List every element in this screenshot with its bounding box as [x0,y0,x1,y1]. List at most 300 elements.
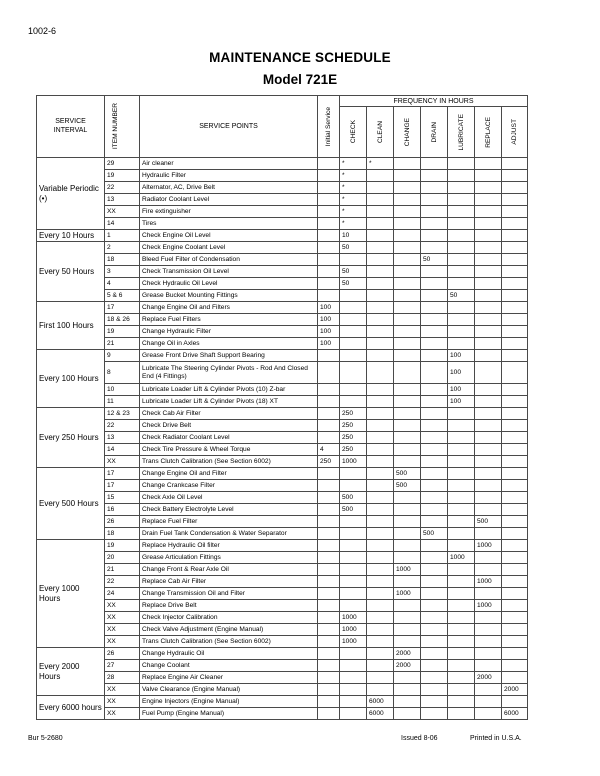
change-cell [394,516,421,528]
drain-cell [421,326,448,338]
adjust-cell [502,350,528,362]
lubricate-cell [448,540,475,552]
service-point-cell: Replace Drive Belt [140,600,318,612]
drain-cell: 50 [421,254,448,266]
check-cell [340,588,367,600]
change-cell [394,338,421,350]
lubricate-cell [448,672,475,684]
item-number-cell: XX [105,708,140,720]
item-number-cell: 13 [105,194,140,206]
table-row [37,684,528,696]
service-point-cell: Grease Articulation Fittings [140,552,318,564]
lubricate-cell [448,588,475,600]
item-number-cell: 17 [105,480,140,492]
lubricate-cell: 100 [448,362,475,384]
col-item-number: ITEM NUMBER [105,96,140,158]
service-point-cell: Replace Fuel Filters [140,314,318,326]
table-row [37,420,528,432]
replace-cell [475,194,502,206]
adjust-cell [502,158,528,170]
item-number-cell: XX [105,696,140,708]
change-cell [394,636,421,648]
adjust-cell [502,408,528,420]
clean-cell [367,384,394,396]
item-number-cell: 3 [105,266,140,278]
check-cell [340,254,367,266]
change-cell: 1000 [394,564,421,576]
replace-cell [475,432,502,444]
drain-cell [421,230,448,242]
col-replace: REPLACE [475,107,502,158]
initial-service-cell [318,636,340,648]
clean-cell [367,242,394,254]
service-point-cell: Replace Cab Air Filter [140,576,318,588]
col-change: CHANGE [394,107,421,158]
service-point-cell: Change Transmission Oil and Filter [140,588,318,600]
table-row [37,576,528,588]
adjust-cell [502,278,528,290]
item-number-cell: 18 [105,528,140,540]
initial-service-cell [318,708,340,720]
adjust-cell [502,420,528,432]
service-point-cell: Air cleaner [140,158,318,170]
table-row [37,314,528,326]
clean-cell [367,182,394,194]
table-row [37,338,528,350]
clean-cell [367,290,394,302]
footer-printed: Printed in U.S.A. [470,735,522,742]
lubricate-cell [448,266,475,278]
initial-service-cell [318,206,340,218]
drain-cell [421,350,448,362]
col-clean: CLEAN [367,107,394,158]
clean-cell [367,350,394,362]
lubricate-cell [448,206,475,218]
item-number-cell: 14 [105,444,140,456]
service-point-cell: Grease Bucket Mounting Fittings [140,290,318,302]
table-row [37,432,528,444]
drain-cell [421,396,448,408]
initial-service-cell: 100 [318,326,340,338]
drain-cell: 500 [421,528,448,540]
service-point-cell: Check Cab Air Filter [140,408,318,420]
lubricate-cell [448,170,475,182]
change-cell [394,350,421,362]
item-number-cell: 18 & 26 [105,314,140,326]
service-interval-cell: Every 250 Hours [37,408,105,468]
replace-cell [475,648,502,660]
check-cell [340,648,367,660]
table-row [37,480,528,492]
drain-cell [421,576,448,588]
check-cell [340,314,367,326]
change-cell [394,624,421,636]
check-cell [340,362,367,384]
check-cell [340,708,367,720]
adjust-cell [502,600,528,612]
drain-cell [421,384,448,396]
initial-service-cell [318,384,340,396]
page-number: 1002-6 [28,26,57,36]
lubricate-cell [448,600,475,612]
drain-cell [421,696,448,708]
adjust-cell [502,612,528,624]
service-point-cell: Check Injector Calibration [140,612,318,624]
drain-cell [421,492,448,504]
lubricate-cell [448,624,475,636]
change-cell [394,540,421,552]
table-row [37,636,528,648]
check-cell: 10 [340,230,367,242]
lubricate-cell [448,194,475,206]
initial-service-cell [318,182,340,194]
clean-cell [367,206,394,218]
col-lubricate: LUBRICATE [448,107,475,158]
replace-cell [475,170,502,182]
adjust-cell [502,468,528,480]
initial-service-cell [318,278,340,290]
drain-cell [421,684,448,696]
replace-cell [475,468,502,480]
service-point-cell: Check Valve Adjustment (Engine Manual) [140,624,318,636]
change-cell [394,218,421,230]
drain-cell [421,660,448,672]
clean-cell [367,636,394,648]
initial-service-cell [318,480,340,492]
drain-cell [421,468,448,480]
adjust-cell [502,576,528,588]
service-point-cell: Valve Clearance (Engine Manual) [140,684,318,696]
initial-service-cell [318,648,340,660]
drain-cell [421,444,448,456]
item-number-cell: XX [105,600,140,612]
table-row [37,672,528,684]
replace-cell [475,158,502,170]
change-cell [394,290,421,302]
initial-service-cell [318,170,340,182]
check-cell: 250 [340,408,367,420]
clean-cell [367,194,394,206]
replace-cell: 1000 [475,576,502,588]
initial-service-cell [318,552,340,564]
maintenance-schedule-table [36,95,528,720]
drain-cell [421,612,448,624]
item-number-cell: 26 [105,516,140,528]
change-cell [394,314,421,326]
lubricate-cell [448,612,475,624]
check-cell: 250 [340,420,367,432]
replace-cell [475,492,502,504]
check-cell: 1000 [340,456,367,468]
initial-service-cell [318,612,340,624]
drain-cell [421,552,448,564]
service-point-cell: Fire extinguisher [140,206,318,218]
replace-cell [475,396,502,408]
adjust-cell [502,338,528,350]
clean-cell [367,468,394,480]
initial-service-cell [318,350,340,362]
table-row [37,350,528,362]
item-number-cell: 14 [105,218,140,230]
replace-cell [475,218,502,230]
replace-cell [475,504,502,516]
lubricate-cell [448,302,475,314]
lubricate-cell [448,684,475,696]
table-row [37,528,528,540]
adjust-cell [502,648,528,660]
adjust-cell [502,516,528,528]
change-cell [394,362,421,384]
change-cell [394,504,421,516]
item-number-cell: XX [105,456,140,468]
clean-cell [367,612,394,624]
item-number-cell: 29 [105,158,140,170]
drain-cell [421,540,448,552]
adjust-cell [502,624,528,636]
initial-service-cell [318,576,340,588]
adjust-cell [502,672,528,684]
drain-cell [421,278,448,290]
item-number-cell: 13 [105,432,140,444]
service-point-cell: Check Drive Belt [140,420,318,432]
replace-cell [475,552,502,564]
lubricate-cell [448,648,475,660]
service-point-cell: Grease Front Drive Shaft Support Bearing [140,350,318,362]
initial-service-cell: 250 [318,456,340,468]
table-row [37,242,528,254]
replace-cell [475,278,502,290]
change-cell [394,242,421,254]
service-point-cell: Lubricate The Steering Cylinder Pivots - Rod And Closed End (4 Fittings) [140,362,318,384]
initial-service-cell [318,684,340,696]
service-point-cell: Check Engine Oil Level [140,230,318,242]
table-row [37,384,528,396]
table-row [37,612,528,624]
replace-cell [475,444,502,456]
table-row [37,444,528,456]
drain-cell [421,314,448,326]
lubricate-cell [448,254,475,266]
change-cell [394,396,421,408]
clean-cell [367,302,394,314]
lubricate-cell: 100 [448,384,475,396]
item-number-cell: XX [105,624,140,636]
table-row [37,696,528,708]
clean-cell [367,230,394,242]
item-number-cell: 27 [105,660,140,672]
schedule-body [37,158,528,720]
replace-cell [475,456,502,468]
drain-cell [421,708,448,720]
table-row [37,254,528,266]
adjust-cell [502,242,528,254]
item-number-cell: 1 [105,230,140,242]
change-cell [394,206,421,218]
lubricate-cell [448,420,475,432]
service-point-cell: Alternator, AC, Drive Belt [140,182,318,194]
service-point-cell: Change Engine Oil and Filters [140,302,318,314]
replace-cell [475,182,502,194]
service-point-cell: Change Hydraulic Oil [140,648,318,660]
change-cell [394,444,421,456]
lubricate-cell: 100 [448,396,475,408]
check-cell [340,302,367,314]
table-row [37,564,528,576]
table-row [37,492,528,504]
adjust-cell [502,396,528,408]
change-cell [394,492,421,504]
service-point-cell: Change Oil in Axles [140,338,318,350]
check-cell: 50 [340,278,367,290]
adjust-cell [502,588,528,600]
initial-service-cell [318,432,340,444]
item-number-cell: 11 [105,396,140,408]
change-cell: 500 [394,480,421,492]
initial-service-cell [318,696,340,708]
clean-cell [367,432,394,444]
change-cell [394,612,421,624]
initial-service-cell [318,672,340,684]
drain-cell [421,170,448,182]
drain-cell [421,408,448,420]
adjust-cell [502,266,528,278]
adjust-cell [502,290,528,302]
drain-cell [421,206,448,218]
replace-cell [475,420,502,432]
initial-service-cell [318,540,340,552]
adjust-cell: 6000 [502,708,528,720]
service-interval-cell: Every 100 Hours [37,350,105,408]
adjust-cell [502,456,528,468]
replace-cell [475,684,502,696]
replace-cell [475,230,502,242]
frequency-header: FREQUENCY IN HOURS [340,96,528,107]
item-number-cell: 9 [105,350,140,362]
table-row [37,552,528,564]
clean-cell [367,396,394,408]
table-row [37,468,528,480]
adjust-cell [502,696,528,708]
check-cell [340,696,367,708]
initial-service-cell [318,468,340,480]
item-number-cell: 26 [105,648,140,660]
change-cell [394,266,421,278]
check-cell: 1000 [340,612,367,624]
change-cell [394,182,421,194]
check-cell [340,660,367,672]
replace-cell [475,302,502,314]
table-row [37,194,528,206]
replace-cell [475,480,502,492]
lubricate-cell [448,218,475,230]
clean-cell [367,624,394,636]
item-number-cell: 17 [105,302,140,314]
drain-cell [421,624,448,636]
service-point-cell: Check Transmission Oil Level [140,266,318,278]
change-cell [394,576,421,588]
adjust-cell [502,194,528,206]
drain-cell [421,480,448,492]
service-point-cell: Hydraulic Filter [140,170,318,182]
service-point-cell: Trans Clutch Calibration (See Section 6002) [140,456,318,468]
col-initial-service: Initial Service [318,96,340,158]
adjust-cell [502,492,528,504]
item-number-cell: 22 [105,420,140,432]
initial-service-cell [318,420,340,432]
table-row [37,326,528,338]
check-cell [340,290,367,302]
item-number-cell: 16 [105,504,140,516]
lubricate-cell [448,338,475,350]
change-cell [394,552,421,564]
adjust-cell [502,564,528,576]
check-cell [340,326,367,338]
lubricate-cell: 1000 [448,552,475,564]
lubricate-cell [448,314,475,326]
adjust-cell [502,480,528,492]
initial-service-cell [318,194,340,206]
check-cell [340,338,367,350]
replace-cell [475,254,502,266]
drain-cell [421,672,448,684]
model-subtitle: Model 721E [262,72,338,87]
adjust-cell [502,444,528,456]
item-number-cell: 4 [105,278,140,290]
clean-cell [367,528,394,540]
replace-cell [475,528,502,540]
service-interval-cell: Every 2000 Hours [37,648,105,696]
change-cell: 1000 [394,588,421,600]
clean-cell [367,278,394,290]
clean-cell [367,338,394,350]
check-cell [340,384,367,396]
service-point-cell: Change Front & Rear Axle Oil [140,564,318,576]
adjust-cell [502,230,528,242]
service-interval-cell: Every 50 Hours [37,242,105,302]
adjust-cell [502,182,528,194]
header-row-top [37,96,528,107]
replace-cell: 500 [475,516,502,528]
lubricate-cell [448,576,475,588]
item-number-cell: XX [105,684,140,696]
clean-cell [367,480,394,492]
service-point-cell: Check Engine Coolant Level [140,242,318,254]
lubricate-cell [448,242,475,254]
service-point-cell: Change Crankcase Filter [140,480,318,492]
item-number-cell: 19 [105,170,140,182]
lubricate-cell [448,660,475,672]
clean-cell [367,504,394,516]
service-point-cell: Replace Engine Air Cleaner [140,672,318,684]
initial-service-cell [318,660,340,672]
drain-cell [421,456,448,468]
drain-cell [421,266,448,278]
replace-cell [475,326,502,338]
lubricate-cell [448,696,475,708]
check-cell [340,540,367,552]
table-row [37,396,528,408]
adjust-cell [502,254,528,266]
clean-cell [367,516,394,528]
service-point-cell: Lubricate Loader Lift & Cylinder Pivots (18) XT [140,396,318,408]
item-number-cell: 12 & 23 [105,408,140,420]
initial-service-cell [318,588,340,600]
initial-service-cell: 100 [318,314,340,326]
replace-cell [475,696,502,708]
clean-cell [367,314,394,326]
check-cell: 250 [340,432,367,444]
change-cell [394,456,421,468]
